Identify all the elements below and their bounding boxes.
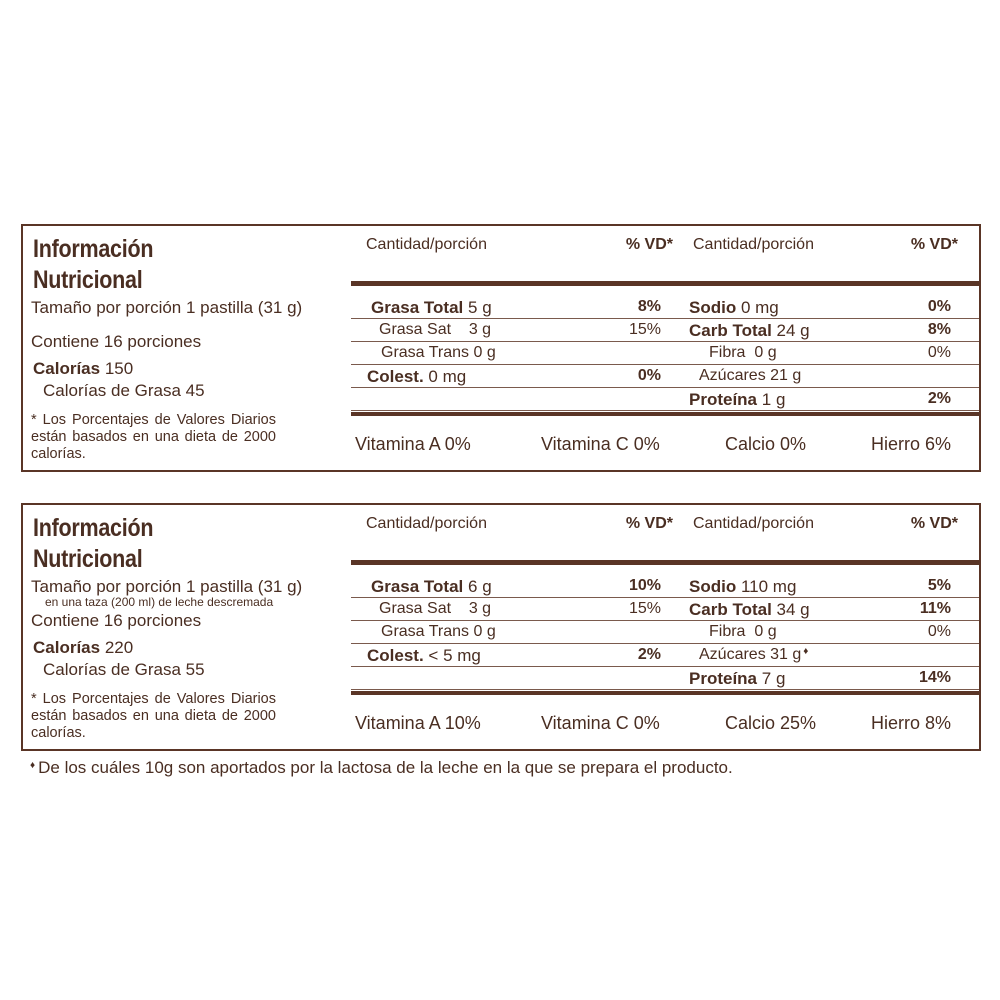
- header-vd-left: % VD*: [625, 515, 673, 532]
- serving-size: Tamaño por porción 1 pastilla (31 g): [31, 298, 303, 317]
- carb-row: [689, 322, 810, 339]
- cholesterol-vd: 2%: [637, 646, 661, 663]
- vitamin-c: Vitamina C 0%: [541, 713, 660, 733]
- nutrition-panel-with-milk: [21, 503, 981, 751]
- sodium-row: [689, 578, 796, 595]
- row-rule: [351, 643, 979, 644]
- carb-vd: 8%: [927, 321, 951, 338]
- total-fat-label: Grasa Total: [371, 298, 464, 317]
- asterisk-mark: *: [31, 691, 37, 707]
- protein-amount: 1 g: [761, 390, 786, 409]
- total-fat-vd: 8%: [637, 298, 661, 315]
- thick-rule: [351, 691, 979, 695]
- sugars: Azúcares 31 g: [699, 646, 802, 663]
- row-rule: [351, 318, 979, 319]
- total-fat-label: Grasa Total: [371, 577, 464, 596]
- sodium-row: [689, 299, 779, 316]
- total-fat-amount: 6 g: [468, 577, 492, 596]
- fat-calories: Calorías de Grasa 55: [43, 660, 205, 679]
- trans-fat: Grasa Trans 0 g: [381, 344, 496, 361]
- carb-amount: 24 g: [776, 321, 810, 340]
- sodium-label: Sodio: [689, 577, 737, 596]
- fiber-vd: 0%: [927, 344, 951, 361]
- sodium-vd: 5%: [927, 577, 951, 594]
- iron: Hierro 6%: [871, 434, 952, 454]
- cholesterol-amount: 0 mg: [428, 367, 467, 386]
- calcium: Calcio 0%: [725, 434, 807, 454]
- sugars-row: [699, 647, 811, 663]
- sodium-amount: 110 mg: [740, 577, 797, 596]
- panel-title-line1: Información: [33, 514, 154, 542]
- vitamin-c: Vitamina C 0%: [541, 434, 660, 454]
- fiber: Fibra 0 g: [709, 623, 777, 640]
- total-fat-row: [371, 299, 492, 316]
- panel-title-line2: Nutricional: [33, 266, 143, 294]
- calories-label: Calorías: [33, 638, 101, 657]
- protein-label: Proteína: [689, 390, 758, 409]
- carb-amount: 34 g: [776, 600, 810, 619]
- carb-label: Carb Total: [689, 600, 772, 619]
- header-vd-right: % VD*: [910, 515, 958, 532]
- header-amount-right: Cantidad/porción: [693, 236, 814, 253]
- sodium-label: Sodio: [689, 298, 737, 317]
- cholesterol-row: [367, 368, 466, 385]
- lactose-footnote: [30, 758, 733, 778]
- daily-values-note: [31, 691, 276, 742]
- calories-value: 220: [104, 638, 134, 657]
- vitamin-a: Vitamina A 10%: [355, 713, 481, 733]
- servings-per-container: Contiene 16 porciones: [31, 332, 202, 351]
- cholesterol-row: [367, 647, 481, 664]
- protein-label: Proteína: [689, 669, 758, 688]
- row-rule: [351, 364, 979, 365]
- header-amount-left: Cantidad/porción: [366, 515, 487, 532]
- carb-label: Carb Total: [689, 321, 772, 340]
- row-rule: [351, 666, 979, 667]
- sugars-row: [699, 368, 806, 384]
- serving-note: en una taza (200 ml) de leche descremada: [45, 595, 274, 609]
- iron: Hierro 8%: [871, 713, 952, 733]
- sat-fat: Grasa Sat 3 g: [379, 321, 492, 338]
- asterisk-mark: *: [31, 412, 37, 428]
- carb-vd: 11%: [919, 600, 951, 617]
- diamond-mark: ♦: [803, 646, 809, 657]
- nutrition-panel-bar: [21, 224, 981, 472]
- total-fat-row: [371, 578, 492, 595]
- header-amount-right: Cantidad/porción: [693, 515, 814, 532]
- cholesterol-amount: < 5 mg: [428, 646, 481, 665]
- calories-value: 150: [104, 359, 134, 378]
- sat-fat-vd: 15%: [628, 600, 661, 617]
- calcium: Calcio 25%: [725, 713, 817, 733]
- daily-values-text: Los Porcentajes de Valores Diarios están basados en una dieta de 2000 calorías.: [31, 691, 276, 741]
- cholesterol-vd: 0%: [637, 367, 661, 384]
- thick-rule: [351, 412, 979, 416]
- protein-vd: 14%: [918, 669, 951, 686]
- cholesterol-label: Colest.: [367, 646, 424, 665]
- row-rule: [351, 620, 979, 621]
- panel-title-line2: Nutricional: [33, 545, 143, 573]
- protein-amount: 7 g: [761, 669, 786, 688]
- fiber-vd: 0%: [927, 623, 951, 640]
- calories-row: [33, 360, 133, 377]
- row-rule: [351, 597, 979, 598]
- thick-rule: [351, 281, 979, 286]
- panel-title-line1: Información: [33, 235, 154, 263]
- header-amount-left: Cantidad/porción: [366, 236, 487, 253]
- sodium-amount: 0 mg: [740, 298, 779, 317]
- carb-row: [689, 601, 810, 618]
- fiber: Fibra 0 g: [709, 344, 777, 361]
- row-rule: [351, 341, 979, 342]
- serving-size: Tamaño por porción 1 pastilla (31 g): [31, 577, 303, 596]
- vitamin-a: Vitamina A 0%: [355, 434, 471, 454]
- fat-calories: Calorías de Grasa 45: [43, 381, 205, 400]
- cholesterol-label: Colest.: [367, 367, 424, 386]
- trans-fat: Grasa Trans 0 g: [381, 623, 496, 640]
- daily-values-text: Los Porcentajes de Valores Diarios están basados en una dieta de 2000 calorías.: [31, 412, 276, 462]
- lactose-footnote-text: De los cuáles 10g son aportados por la lactosa de la leche en la que se prepara el producto.: [38, 758, 733, 777]
- row-rule: [351, 410, 979, 411]
- row-rule: [351, 689, 979, 690]
- protein-row: [689, 670, 785, 687]
- header-vd-right: % VD*: [910, 236, 958, 253]
- protein-vd: 2%: [927, 390, 951, 407]
- header-vd-left: % VD*: [625, 236, 673, 253]
- calories-row: [33, 639, 133, 656]
- protein-row: [689, 391, 785, 408]
- sat-fat-vd: 15%: [628, 321, 661, 338]
- total-fat-vd: 10%: [628, 577, 661, 594]
- daily-values-note: [31, 412, 276, 463]
- sugars: Azúcares 21 g: [699, 367, 802, 384]
- row-rule: [351, 387, 979, 388]
- servings-per-container: Contiene 16 porciones: [31, 611, 202, 630]
- calories-label: Calorías: [33, 359, 101, 378]
- sat-fat: Grasa Sat 3 g: [379, 600, 492, 617]
- total-fat-amount: 5 g: [468, 298, 492, 317]
- thick-rule: [351, 560, 979, 565]
- sodium-vd: 0%: [927, 298, 951, 315]
- diamond-mark: ♦: [30, 760, 36, 771]
